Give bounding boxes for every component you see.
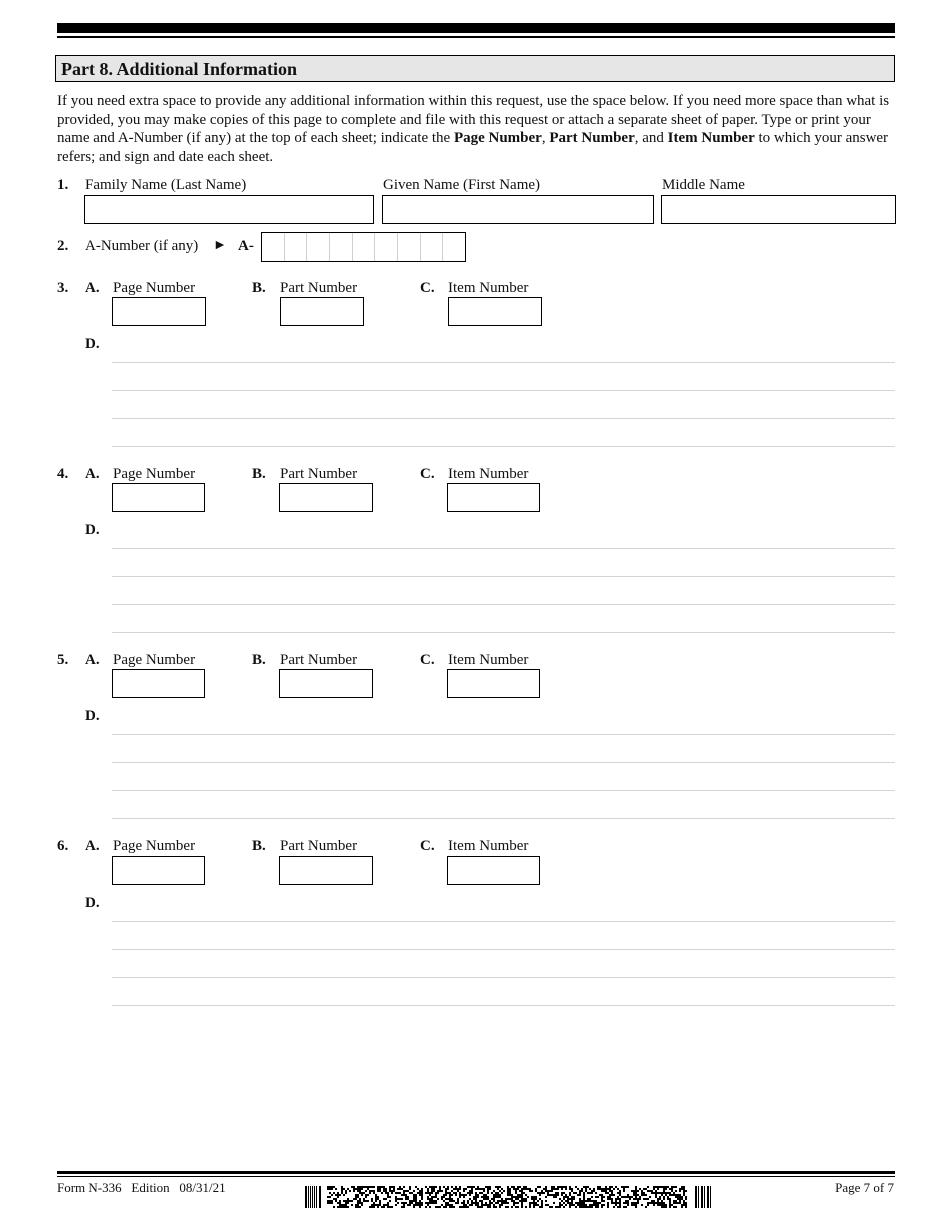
top-rule-thin [57, 36, 895, 38]
item-number-label: Item Number [448, 838, 529, 854]
footer-rule-thin [57, 1176, 895, 1177]
a-number-cell [306, 233, 329, 261]
part-number-field[interactable] [279, 669, 373, 698]
page-number-field[interactable] [112, 297, 206, 326]
intro-sep-2: , and [634, 130, 668, 147]
item-number-field[interactable] [447, 483, 540, 512]
a-number-cell [262, 233, 284, 261]
a-number-cell [420, 233, 443, 261]
page-number-label: Page Number [113, 280, 196, 296]
entry-letter-b: B. [252, 466, 266, 482]
entry-number: 3. [57, 280, 69, 296]
writing-line[interactable] [112, 362, 895, 363]
entry-letter-a: A. [85, 838, 100, 854]
entry-item-3 [0, 279, 950, 449]
intro-bold-page: Page Number [453, 130, 542, 147]
entry-letter-c: C. [420, 466, 435, 482]
intro-sep-1: , [541, 130, 550, 147]
intro-text-1: If you need extra space to provide any additional information within this request, use the space below. If you need more space than what is provided, you may make copies of this page to complete and file with this request or attach a separate sheet of paper. Type or print your name and A-Number (if any) at the top of each sheet; indicate the [57, 93, 890, 147]
entry-letter-c: C. [420, 838, 435, 854]
item-number-field[interactable] [447, 669, 540, 698]
a-number-cell [352, 233, 375, 261]
part-number-field[interactable] [280, 297, 364, 326]
middle-name-label: Middle Name [662, 177, 745, 193]
given-name-field[interactable] [382, 195, 654, 224]
item-number-label: Item Number [448, 280, 529, 296]
writing-line[interactable] [112, 446, 895, 447]
page-number: Page 7 of 7 [835, 1180, 894, 1195]
item-number-field[interactable] [447, 856, 540, 885]
entry-number: 6. [57, 838, 69, 854]
barcode-icon [305, 1186, 712, 1208]
intro-text-2: to which your answer refers; and sign and date each sheet. [57, 130, 889, 166]
writing-line[interactable] [112, 921, 895, 922]
middle-name-field[interactable] [661, 195, 896, 224]
footer-rule-thick [57, 1171, 895, 1174]
writing-line[interactable] [112, 949, 895, 950]
entry-letter-c: C. [420, 280, 435, 296]
writing-line[interactable] [112, 790, 895, 791]
part-number-field[interactable] [279, 856, 373, 885]
family-name-field[interactable] [84, 195, 374, 224]
item-1-number: 1. [57, 177, 69, 193]
given-name-label: Given Name (First Name) [383, 177, 541, 193]
family-name-label: Family Name (Last Name) [85, 177, 247, 193]
writing-line[interactable] [112, 576, 895, 577]
writing-line[interactable] [112, 977, 895, 978]
writing-line[interactable] [112, 548, 895, 549]
writing-line[interactable] [112, 734, 895, 735]
top-rule-thick [57, 23, 895, 33]
entry-item-5 [0, 651, 950, 821]
arrow-right-icon: ► [213, 238, 227, 253]
intro-bold-part: Part Number [549, 130, 635, 147]
part-number-label: Part Number [280, 838, 358, 854]
entry-letter-a: A. [85, 466, 100, 482]
entry-letter-b: B. [252, 652, 266, 668]
writing-line[interactable] [112, 604, 895, 605]
item-number-label: Item Number [448, 652, 529, 668]
part-header [55, 55, 895, 82]
page-number-field[interactable] [112, 669, 205, 698]
part-number-field[interactable] [279, 483, 373, 512]
entry-letter-b: B. [252, 280, 266, 296]
a-number-label: A-Number (if any) [85, 238, 199, 254]
item-number-field[interactable] [448, 297, 542, 326]
entry-letter-d: D. [85, 522, 100, 538]
entry-number: 5. [57, 652, 69, 668]
a-number-cell [374, 233, 397, 261]
entry-item-4 [0, 465, 950, 635]
entry-letter-d: D. [85, 895, 100, 911]
entry-number: 4. [57, 466, 69, 482]
writing-line[interactable] [112, 1005, 895, 1006]
entry-letter-a: A. [85, 652, 100, 668]
a-number-cell [397, 233, 420, 261]
part-number-label: Part Number [280, 652, 358, 668]
intro-paragraph [57, 92, 895, 167]
writing-line[interactable] [112, 818, 895, 819]
writing-line[interactable] [112, 418, 895, 419]
entry-item-6 [0, 837, 950, 1007]
page-number-label: Page Number [113, 652, 196, 668]
entry-letter-b: B. [252, 838, 266, 854]
writing-line[interactable] [112, 762, 895, 763]
entry-letter-a: A. [85, 280, 100, 296]
item-number-label: Item Number [448, 466, 529, 482]
page-number-label: Page Number [113, 466, 196, 482]
a-number-prefix: A- [238, 238, 254, 254]
a-number-field[interactable] [261, 232, 466, 262]
item-2-number: 2. [57, 238, 69, 254]
entry-letter-c: C. [420, 652, 435, 668]
entry-letter-d: D. [85, 336, 100, 352]
writing-line[interactable] [112, 632, 895, 633]
page-number-field[interactable] [112, 483, 205, 512]
part-number-label: Part Number [280, 280, 358, 296]
part-title: Part 8. Additional Information [61, 59, 298, 79]
a-number-cell [284, 233, 307, 261]
a-number-cell [442, 233, 465, 261]
intro-bold-item: Item Number [667, 130, 755, 147]
a-number-cell [329, 233, 352, 261]
entry-letter-d: D. [85, 708, 100, 724]
part-number-label: Part Number [280, 466, 358, 482]
form-edition: Form N-336 Edition 08/31/21 [57, 1180, 226, 1195]
writing-line[interactable] [112, 390, 895, 391]
page-number-label: Page Number [113, 838, 196, 854]
page-number-field[interactable] [112, 856, 205, 885]
